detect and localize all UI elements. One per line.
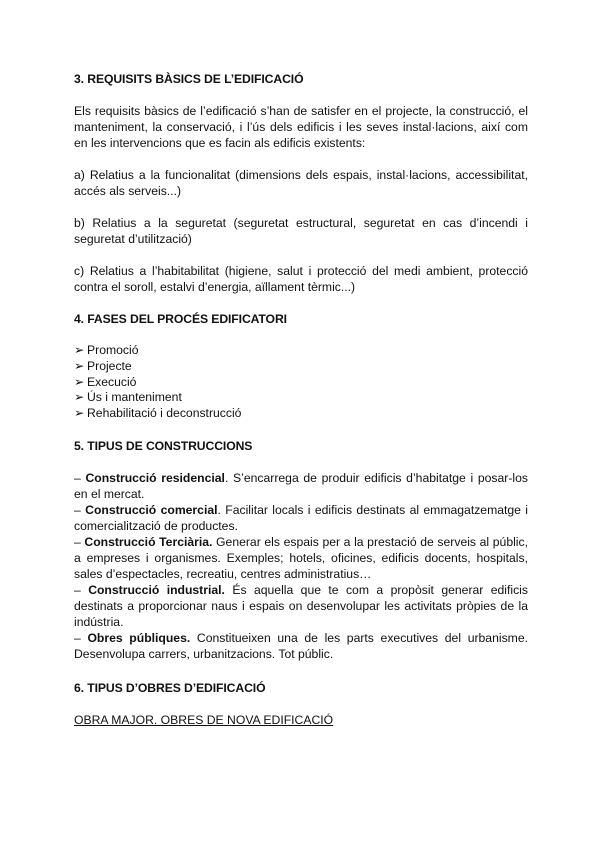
construction-type-term: Construcció comercial xyxy=(85,503,218,517)
section3-item-b: b) Relatius a la seguretat (seguretat estructural, seguretat en cas d’incendi i seguretat d’utilització) xyxy=(74,216,528,246)
construction-type-text: . S’encarrega de produir edificis d’habitatge i posar-los en el mercat. xyxy=(74,471,528,501)
dash: – xyxy=(74,535,81,549)
section5-title: 5. TIPUS DE CONSTRUCCIONS xyxy=(74,439,253,453)
list-item-label: Promoció xyxy=(87,343,139,357)
construction-type-item xyxy=(74,630,528,662)
arrow-bullet-icon: ➢ xyxy=(74,358,85,373)
dash: – xyxy=(74,503,81,517)
dash: – xyxy=(74,631,81,645)
construction-type-item xyxy=(74,534,528,582)
list-item xyxy=(74,406,241,422)
section3-title: 3. REQUISITS BÀSICS DE L’EDIFICACIÓ xyxy=(74,72,304,86)
construction-type-item xyxy=(74,502,528,534)
list-item-label: Ús i manteniment xyxy=(87,390,182,405)
construction-type-term: Construcció Terciària. xyxy=(84,535,213,549)
section3-item-c: c) Relatius a l’habitabilitat (higiene, salut i protecció del medi ambient, protecció contra el soroll, estalvi d’energia, aïllament tèrmic...) xyxy=(74,264,528,294)
construction-type-text: . Facilitar locals i edificis destinats al emmagatzematge i comercialització de productes. xyxy=(74,503,529,533)
list-item xyxy=(74,343,241,359)
construction-type-text: Generar els espais per a la prestació de serveis al públic, a empreses i organismes. Exemples; hotels, oficines, edificis docents, hospitals, sales d’espectacles, recreatiu, centres administratius… xyxy=(74,535,528,581)
section3-intro: Els requisits bàsics de l’edificació s’han de satisfer en el projecte, la construcció, el manteniment, la conservació, i l’ús dels edificis i les seves instal·lacions, així com en les intervencions que es facin als edificis existents: xyxy=(74,104,528,150)
arrow-bullet-icon: ➢ xyxy=(74,390,85,405)
dash: – xyxy=(74,471,81,485)
arrow-bullet-icon: ➢ xyxy=(74,343,85,357)
list-item-label: Execució xyxy=(87,374,137,389)
construction-types xyxy=(74,470,528,662)
arrow-bullet-icon: ➢ xyxy=(74,374,85,389)
construction-type-term: Construcció industrial. xyxy=(88,583,225,597)
list-item xyxy=(74,375,241,391)
construction-type-item xyxy=(74,582,528,630)
section6-subtitle: OBRA MAJOR. OBRES DE NOVA EDIFICACIÓ xyxy=(74,713,334,727)
construction-type-text: És aquella que te com a propòsit generar edificis destinats a proporcionar naus i espais on desenvolupar les activitats pròpies de la indústria. xyxy=(74,583,528,629)
arrow-bullet-icon: ➢ xyxy=(74,406,85,421)
list-item xyxy=(74,359,241,375)
list-item xyxy=(74,390,241,406)
list-item-label: Projecte xyxy=(87,358,132,373)
section3-item-a: a) Relatius a la funcionalitat (dimensions dels espais, instal·lacions, accessibilitat, accés als serveis...) xyxy=(74,168,528,198)
section4-title: 4. FASES DEL PROCÉS EDIFICATORI xyxy=(74,312,287,326)
construction-type-item xyxy=(74,470,528,502)
phases-list xyxy=(74,343,241,422)
construction-type-term: Obres públiques. xyxy=(87,631,191,645)
list-item-label: Rehabilitació i deconstrucció xyxy=(87,406,242,421)
dash: – xyxy=(74,583,81,597)
construction-type-text: Constitueixen una de les parts executives del urbanisme. Desenvolupa carrers, urbanitzacions. Tot públic. xyxy=(74,631,528,661)
section6-title: 6. TIPUS D’OBRES D’EDIFICACIÓ xyxy=(74,681,266,695)
construction-type-term: Construcció residencial xyxy=(85,471,225,485)
